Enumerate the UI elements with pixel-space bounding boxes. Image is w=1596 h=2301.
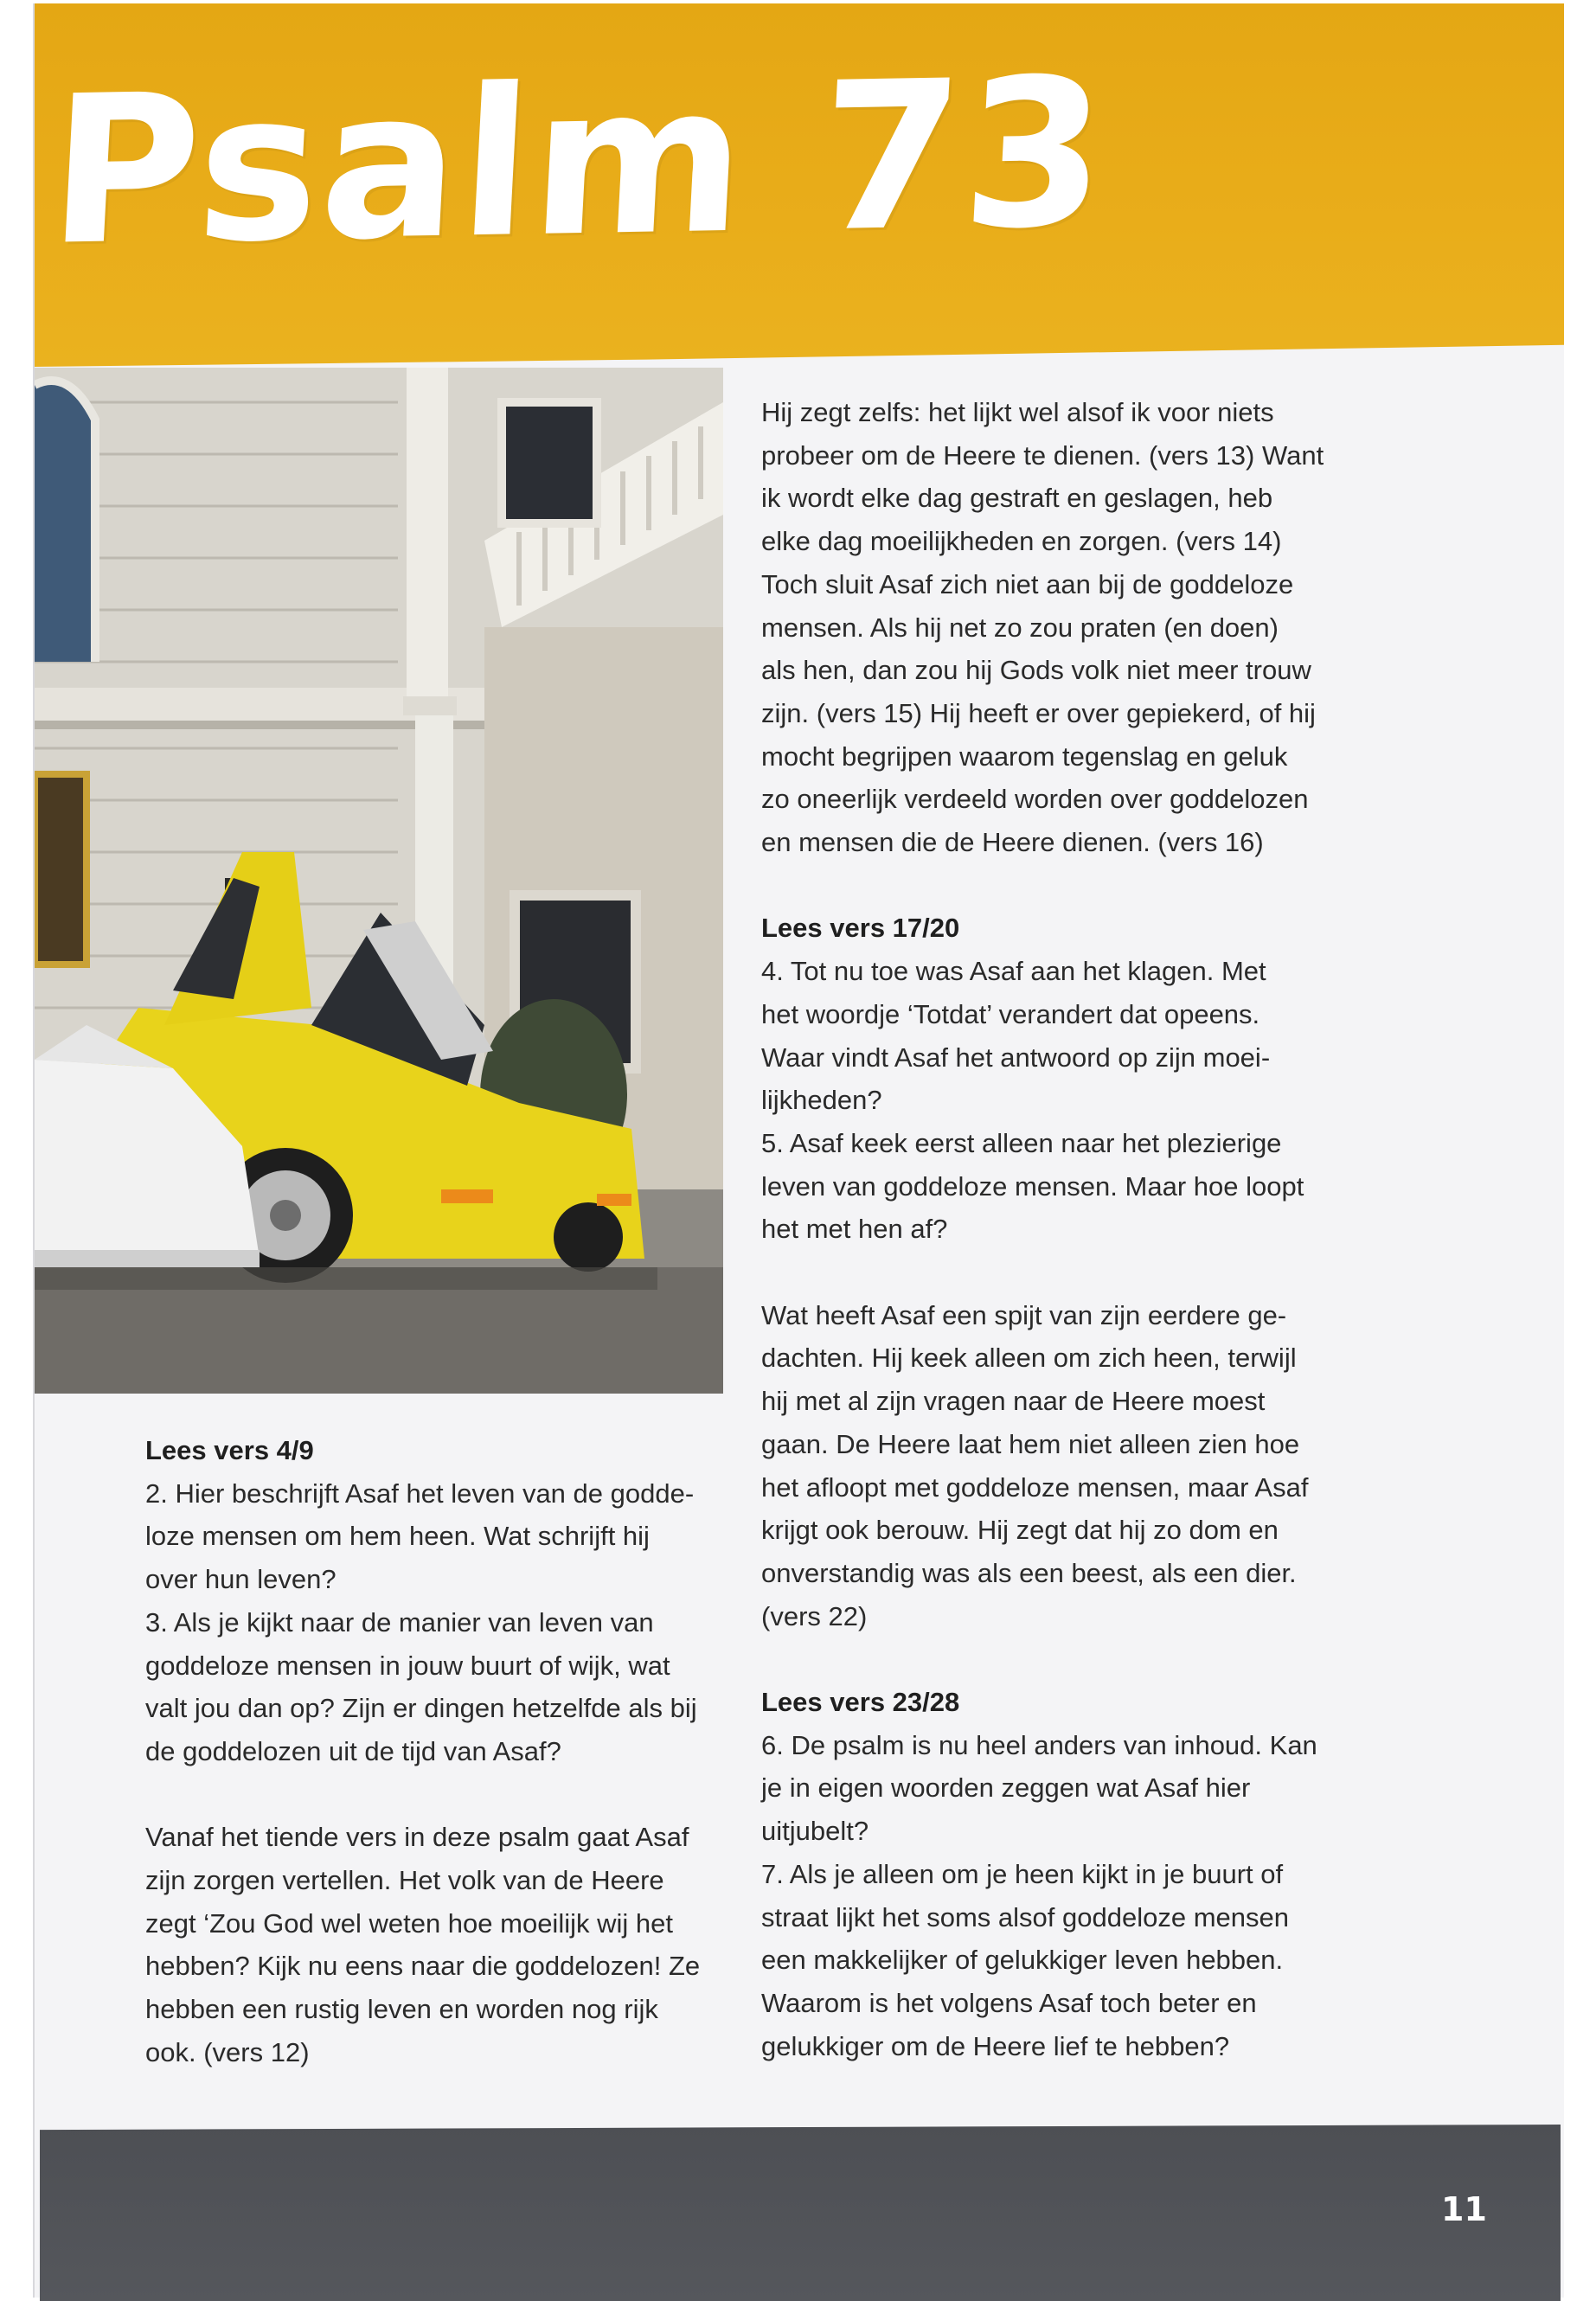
text-line: dachten. Hij keek alleen om zich heen, terwijl	[761, 1343, 1297, 1374]
text-line: het afloopt met goddeloze mensen, maar Asaf	[761, 1471, 1309, 1503]
question-line: 7. Als je alleen om je heen kijkt in je buurt of	[761, 1858, 1284, 1889]
question-line: een makkelijker of gelukkiger leven hebben.	[761, 1945, 1284, 1976]
question-line: straat lijkt het soms alsof goddeloze mensen	[761, 1901, 1289, 1932]
question-line: gelukkiger om de Heere lief te hebben?	[761, 2030, 1230, 2061]
paragraph-gap	[761, 1251, 1367, 1294]
question-line: Waarom is het volgens Asaf toch beter en	[761, 1987, 1257, 2018]
text-line: ook. (vers 12)	[145, 2036, 310, 2067]
text-line: onverstandig was als een beest, als een dier.	[761, 1557, 1297, 1588]
question-line: valt jou dan op? Zijn er dingen hetzelfde als bij	[145, 1693, 697, 1724]
page-number: 11	[1441, 2190, 1487, 2228]
text-line: mocht begrijpen waarom tegenslag en geluk	[761, 740, 1288, 772]
text-line: Hij zegt zelfs: het lijkt wel alsof ik voor niets	[761, 397, 1274, 427]
question-line: 5. Asaf keek eerst alleen naar het plezierige	[761, 1127, 1282, 1158]
question-line: leven van goddeloze mensen. Maar hoe loopt	[761, 1170, 1304, 1202]
page-title: Psalm 73	[43, 34, 1114, 291]
question-line: 2. Hier beschrijft Asaf het leven van de godde-	[145, 1477, 695, 1509]
question-line: 3. Als je kijkt naar de manier van leven van	[145, 1606, 654, 1638]
question-line: loze mensen om hem heen. Wat schrijft hij	[145, 1521, 650, 1552]
question-line: over hun leven?	[145, 1564, 337, 1595]
text-line: hebben? Kijk nu eens naar die goddelozen! Ze	[145, 1951, 701, 1982]
question-line: lijkheden?	[761, 1085, 882, 1116]
text-line: zijn. (vers 15) Hij heeft er over gepiekerd, of hij	[761, 697, 1316, 728]
text-line: als hen, dan zou hij Gods volk niet meer trouw	[761, 655, 1311, 686]
text-line: zo oneerlijk verdeeld worden over goddelozen	[761, 784, 1309, 815]
left-text-column	[145, 1429, 734, 2074]
section-heading: Lees vers 23/28	[761, 1687, 960, 1718]
section-heading: Lees vers 4/9	[145, 1435, 314, 1465]
paragraph-gap	[761, 1638, 1367, 1681]
question-line: het woordje ‘Totdat’ verandert dat opeens.	[761, 998, 1260, 1029]
question-line: uitjubelt?	[761, 1816, 869, 1847]
text-line: Toch sluit Asaf zich niet aan bij de goddeloze	[761, 568, 1294, 599]
text-line: Wat heeft Asaf een spijt van zijn eerdere ge-	[761, 1299, 1287, 1330]
paragraph-gap	[145, 1773, 734, 1817]
text-line: ik wordt elke dag gestraft en geslagen, heb	[761, 483, 1273, 514]
footer-bar	[40, 2125, 1561, 2301]
text-line: elke dag moeilijkheden en zorgen. (vers 14)	[761, 526, 1282, 557]
question-line: de goddelozen uit de tijd van Asaf?	[145, 1735, 561, 1766]
text-line: mensen. Als hij net zo zou praten (en doen)	[761, 612, 1279, 643]
text-line: hebben een rustig leven en worden nog rijk	[145, 1994, 658, 2025]
text-line: zegt ‘Zou God wel weten hoe moeilijk wij het	[145, 1907, 673, 1939]
paragraph-gap	[761, 864, 1367, 907]
question-line: 4. Tot nu toe was Asaf aan het klagen. Met	[761, 956, 1266, 987]
question-line: 6. De psalm is nu heel anders van inhoud. Kan	[761, 1729, 1317, 1760]
question-line: het met hen af?	[761, 1214, 948, 1245]
text-line: gaan. De Heere laat hem niet alleen zien hoe	[761, 1428, 1300, 1459]
text-line: probeer om de Heere te dienen. (vers 13) Want	[761, 439, 1324, 471]
section-heading: Lees vers 17/20	[761, 913, 960, 944]
text-line: hij met al zijn vragen naar de Heere moest	[761, 1386, 1266, 1417]
text-line: en mensen die de Heere dienen. (vers 16)	[761, 827, 1264, 858]
question-line: goddeloze mensen in jouw buurt of wijk, wat	[145, 1650, 670, 1681]
text-line: zijn zorgen vertellen. Het volk van de Heere	[145, 1865, 664, 1896]
text-line: Vanaf het tiende vers in deze psalm gaat Asaf	[145, 1822, 689, 1853]
question-line: Waar vindt Asaf het antwoord op zijn moei-	[761, 1042, 1271, 1073]
text-line: (vers 22)	[761, 1600, 868, 1631]
question-line: je in eigen woorden zeggen wat Asaf hier	[761, 1772, 1251, 1804]
text-line: krijgt ook berouw. Hij zegt dat hij zo dom en	[761, 1515, 1279, 1546]
right-text-column	[761, 391, 1367, 2067]
sports-car-mansion-photo	[35, 368, 723, 1394]
